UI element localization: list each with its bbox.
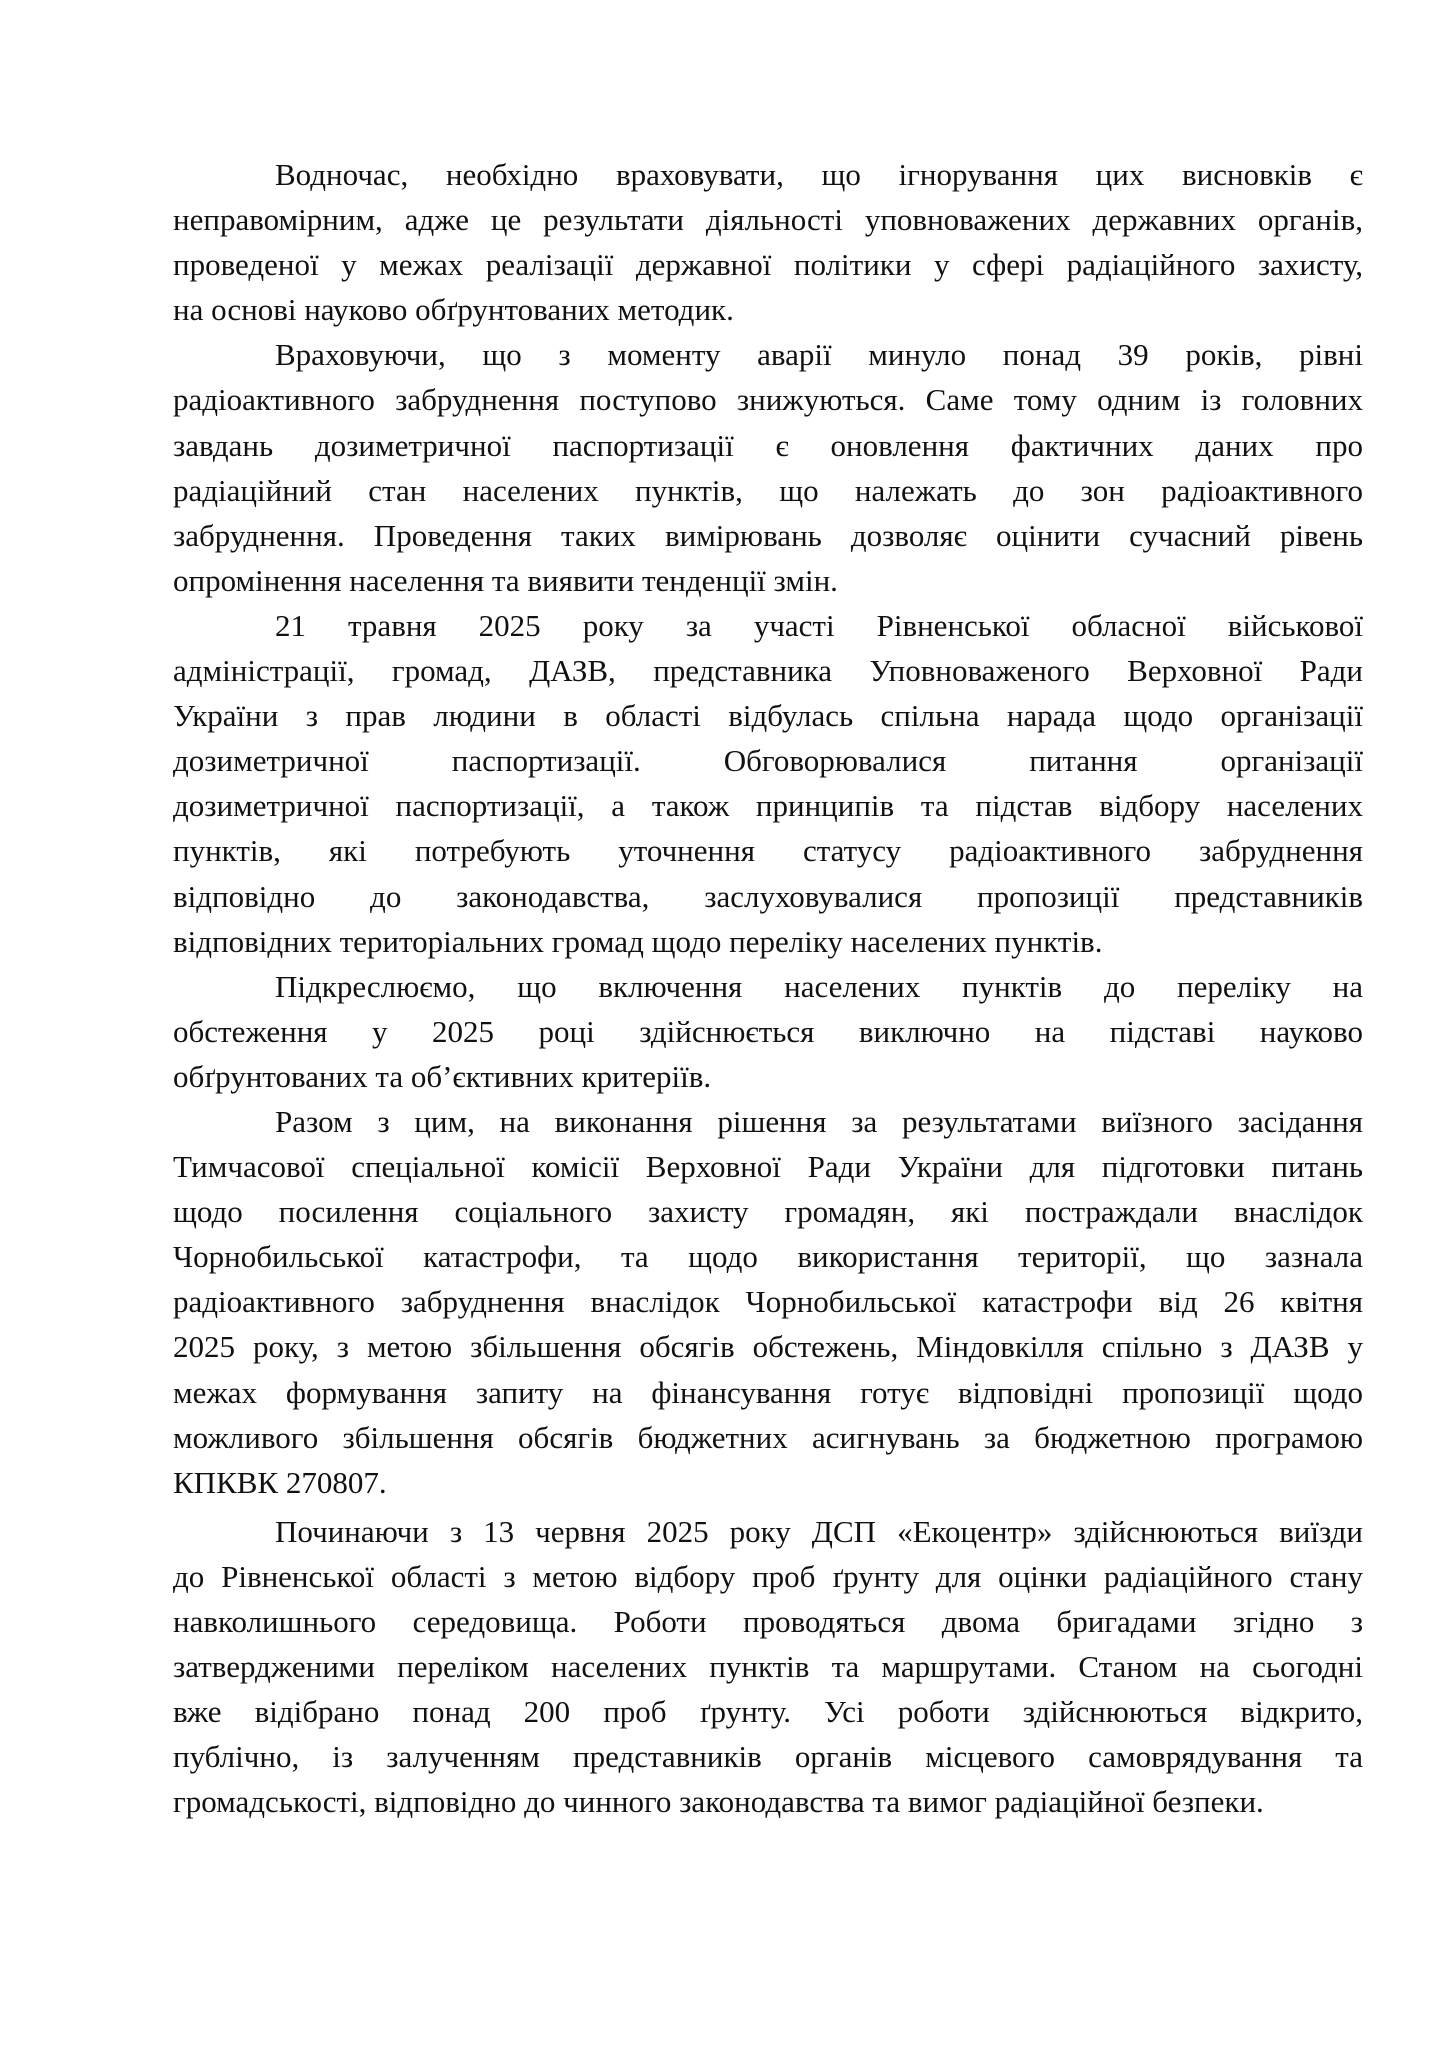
paragraph-6: [173, 1509, 1363, 1825]
text-line: Починаючи з 13 червня 2025 року ДСП «Екоцентр» здійснюються виїзди: [275, 1513, 1363, 1549]
text-line: Підкреслюємо, що включення населених пунктів до переліку на: [275, 968, 1363, 1004]
text-line: 2025 року, з метою збільшення обсягів обстежень, Міндовкілля спільно з ДАЗВ у: [173, 1329, 1363, 1365]
text-line: Чорнобильської катастрофи, та щодо використання території, що зазнала: [173, 1239, 1363, 1275]
document-page: [173, 152, 1363, 1824]
text-line: Тимчасової спеціальної комісії Верховної Ради України для підготовки питань: [173, 1149, 1363, 1185]
text-line: 21 травня 2025 року за участі Рівненської обласної військової: [275, 607, 1363, 643]
text-line: адміністрації, громад, ДАЗВ, представника Уповноваженого Верховної Ради: [173, 653, 1363, 689]
text-line: на основі науково обґрунтованих методик.: [173, 292, 734, 328]
text-line: можливого збільшення обсягів бюджетних асигнувань за бюджетною програмою: [173, 1419, 1363, 1455]
paragraph-5: [173, 1099, 1363, 1505]
text-line: проведеної у межах реалізації державної політики у сфері радіаційного захисту,: [173, 247, 1363, 283]
text-line: обстеження у 2025 році здійснюється виключно на підставі науково: [173, 1013, 1363, 1049]
text-line: України з прав людини в області відбулась спільна нарада щодо організації: [173, 698, 1363, 734]
text-line: радіоактивного забруднення поступово знижуються. Саме тому одним із головних: [173, 382, 1363, 418]
text-line: радіаційний стан населених пунктів, що належать до зон радіоактивного: [173, 472, 1363, 508]
text-line: навколишнього середовища. Роботи проводяться двома бригадами згідно з: [173, 1604, 1363, 1639]
text-line: вже відібрано понад 200 проб ґрунту. Усі роботи здійснюються відкрито,: [173, 1694, 1363, 1730]
text-line: публічно, із залученням представників органів місцевого самоврядування та: [173, 1739, 1363, 1775]
text-line: Враховуючи, що з моменту аварії минуло понад 39 років, рівні: [275, 337, 1363, 373]
text-line: Водночас, необхідно враховувати, що ігнорування цих висновків є: [275, 157, 1363, 192]
paragraph-4: [173, 964, 1363, 1099]
text-line: завдань дозиметричної паспортизації є оновлення фактичних даних про: [173, 427, 1363, 463]
text-line: радіоактивного забруднення внаслідок Чорнобильської катастрофи від 26 квітня: [173, 1284, 1363, 1320]
text-line: Разом з цим, на виконання рішення за результатами виїзного засідання: [275, 1103, 1363, 1139]
paragraph-1: [173, 152, 1363, 332]
text-line: неправомірним, адже це результати діяльності уповноважених державних органів,: [173, 202, 1363, 238]
text-line: громадськості, відповідно до чинного законодавства та вимог радіаційної безпеки.: [173, 1784, 1264, 1820]
text-line: обґрунтованих та об’єктивних критеріїв.: [173, 1058, 712, 1094]
text-line: межах формування запиту на фінансування готує відповідні пропозиції щодо: [173, 1374, 1363, 1410]
paragraph-2: [173, 332, 1363, 603]
text-line: КПКВК 270807.: [173, 1464, 387, 1500]
text-line: пунктів, які потребують уточнення статусу радіоактивного забруднення: [173, 833, 1363, 869]
text-line: дозиметричної паспортизації. Обговорювалися питання організації: [173, 743, 1363, 779]
paragraph-3: [173, 603, 1363, 964]
text-line: відповідно до законодавства, заслуховувалися пропозиції представників: [173, 878, 1363, 914]
text-line: опромінення населення та виявити тенденції змін.: [173, 562, 838, 598]
text-line: щодо посилення соціального захисту громадян, які постраждали внаслідок: [173, 1194, 1363, 1230]
text-line: затвердженими переліком населених пунктів та маршрутами. Станом на сьогодні: [173, 1649, 1363, 1685]
text-line: дозиметричної паспортизації, а також принципів та підстав відбору населених: [173, 788, 1363, 824]
text-line: до Рівненської області з метою відбору проб ґрунту для оцінки радіаційного стану: [173, 1558, 1363, 1594]
text-line: відповідних територіальних громад щодо переліку населених пунктів.: [173, 923, 1103, 959]
text-line: забруднення. Проведення таких вимірювань дозволяє оцінити сучасний рівень: [173, 517, 1363, 553]
